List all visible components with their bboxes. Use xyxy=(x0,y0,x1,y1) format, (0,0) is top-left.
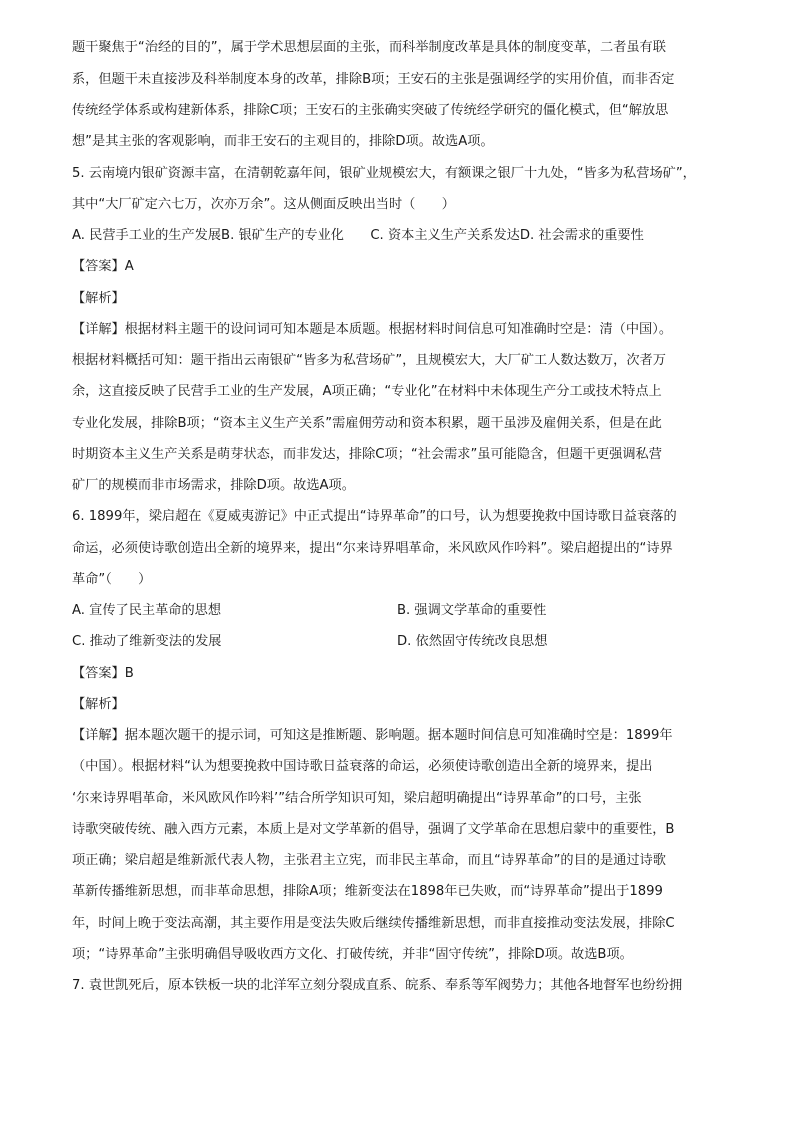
q5-stem-line: 其中“大厂矿定六七万，次亦万余”。这从侧面反映出当时（ ） xyxy=(72,197,455,212)
q5-detail-line: 【详解】根据材料主题干的设问词可知本题是本质题。根据材料时间信息可知准确时空是：清（中国）。 xyxy=(72,322,673,337)
q6-detail-line: 项；“诗界革命”主张明确倡导吸收西方文化、打破传统，并非“固守传统”，排除D项。故选B项。 xyxy=(72,947,633,962)
q5-detail-line: 根据材料概括可知：题干指出云南银矿“皆多为私营场矿”，且规模宏大，大厂矿工人数达数万，次者万 xyxy=(72,353,666,368)
q5-detail-line: 专业化发展，排除B项；“资本主义生产关系”需雇佣劳动和资本积累，题干虽涉及雇佣关系，但是在此 xyxy=(72,416,662,431)
q5-answer: 【答案】A xyxy=(72,259,134,274)
q6-detail-line: （中国）。根据材料“认为想要挽救中国诗歌日益衰落的命运，必须使诗歌创造出全新的境界来，提出 xyxy=(72,759,653,774)
q6-stem-line: 命运，必须使诗歌创造出全新的境界来，提出“尔来诗界唱革命，米风欧风作吟料”。梁启超提出的“诗界 xyxy=(72,541,673,556)
q5-stem-line: 5. 云南境内银矿资源丰富，在清朝乾嘉年间，银矿业规模宏大，有额课之银厂十九处，“皆多为私营场矿”， xyxy=(72,166,696,181)
q7-stem-line: 7. 袁世凯死后，原本铁板一块的北洋军立刻分裂成直系、皖系、奉系等军阀势力；其他各地督军也纷纷拥 xyxy=(72,978,683,993)
q6-stem-line: 6. 1899年，梁启超在《夏威夷游记》中正式提出“诗界革命”的口号，认为想要挽救中国诗歌日益衰落的 xyxy=(72,509,677,524)
q5-analysis-label: 【解析】 xyxy=(72,291,125,306)
q6-detail-line: 【详解】据本题次题干的提示词，可知这是推断题、影响题。据本题时间信息可知准确时空是：1899年 xyxy=(72,728,673,743)
q5-options: A. 民营手工业的生产发展B. 银矿生产的专业化 C. 资本主义生产关系发达D. 社会需求的重要性 xyxy=(72,228,644,243)
intro-line: 题干聚焦于“治经的目的”，属于学术思想层面的主张，而科举制度改革是具体的制度变革，二者虽有联 xyxy=(72,40,666,55)
q6-detail-line: 年，时间上晚于变法高潮，其主要作用是变法失败后继续传播维新思想，而非直接推动变法发展，排除C xyxy=(72,916,675,931)
q6-option-d: D. 依然固守传统改良思想 xyxy=(397,634,548,649)
q6-detail-line: ‘尔来诗界唱革命，米风欧风作吟料’”结合所学知识可知，梁启超明确提出“诗界革命”的口号，主张 xyxy=(72,791,642,806)
q6-detail-line: 诗歌突破传统、融入西方元素，本质上是对文学革新的倡导，强调了文学革命在思想启蒙中的重要性，B xyxy=(72,822,675,837)
q5-detail-line: 时期资本主义生产关系是萌芽状态，而非发达，排除C项；“社会需求”虽可能隐含，但题干更强调私营 xyxy=(72,447,662,462)
q5-detail-line: 余，这直接反映了民营手工业的生产发展，A项正确；“专业化”在材料中未体现生产分工或技术特点上 xyxy=(72,384,662,399)
q6-option-b: B. 强调文学革命的重要性 xyxy=(397,603,547,618)
q6-answer: 【答案】B xyxy=(72,666,134,681)
q6-detail-line: 项正确；梁启超是维新派代表人物，主张君主立宪，而非民主革命，而且“诗界革命”的目的是通过诗歌 xyxy=(72,853,666,868)
q6-analysis-label: 【解析】 xyxy=(72,697,125,712)
q6-detail-line: 革新传播维新思想，而非革命思想，排除A项；维新变法在1898年已失败，而“诗界革命”提出于1899 xyxy=(72,884,663,899)
q6-stem-line: 革命”（ ） xyxy=(72,572,152,587)
q6-option-a: A. 宣传了民主革命的思想 xyxy=(72,603,222,618)
intro-line: 传统经学体系或构建新体系，排除C项；王安石的主张确实突破了传统经学研究的僵化模式，但“解放思 xyxy=(72,103,669,118)
q5-detail-line: 矿厂的规模而非市场需求，排除D项。故选A项。 xyxy=(72,478,355,493)
intro-line: 系，但题干未直接涉及科举制度本身的改革，排除B项；王安石的主张是强调经学的实用价值，而非否定 xyxy=(72,72,675,87)
q6-option-c: C. 推动了维新变法的发展 xyxy=(72,634,222,649)
intro-line: 想”是其主张的客观影响，而非王安石的主观目的，排除D项。故选A项。 xyxy=(72,134,494,149)
